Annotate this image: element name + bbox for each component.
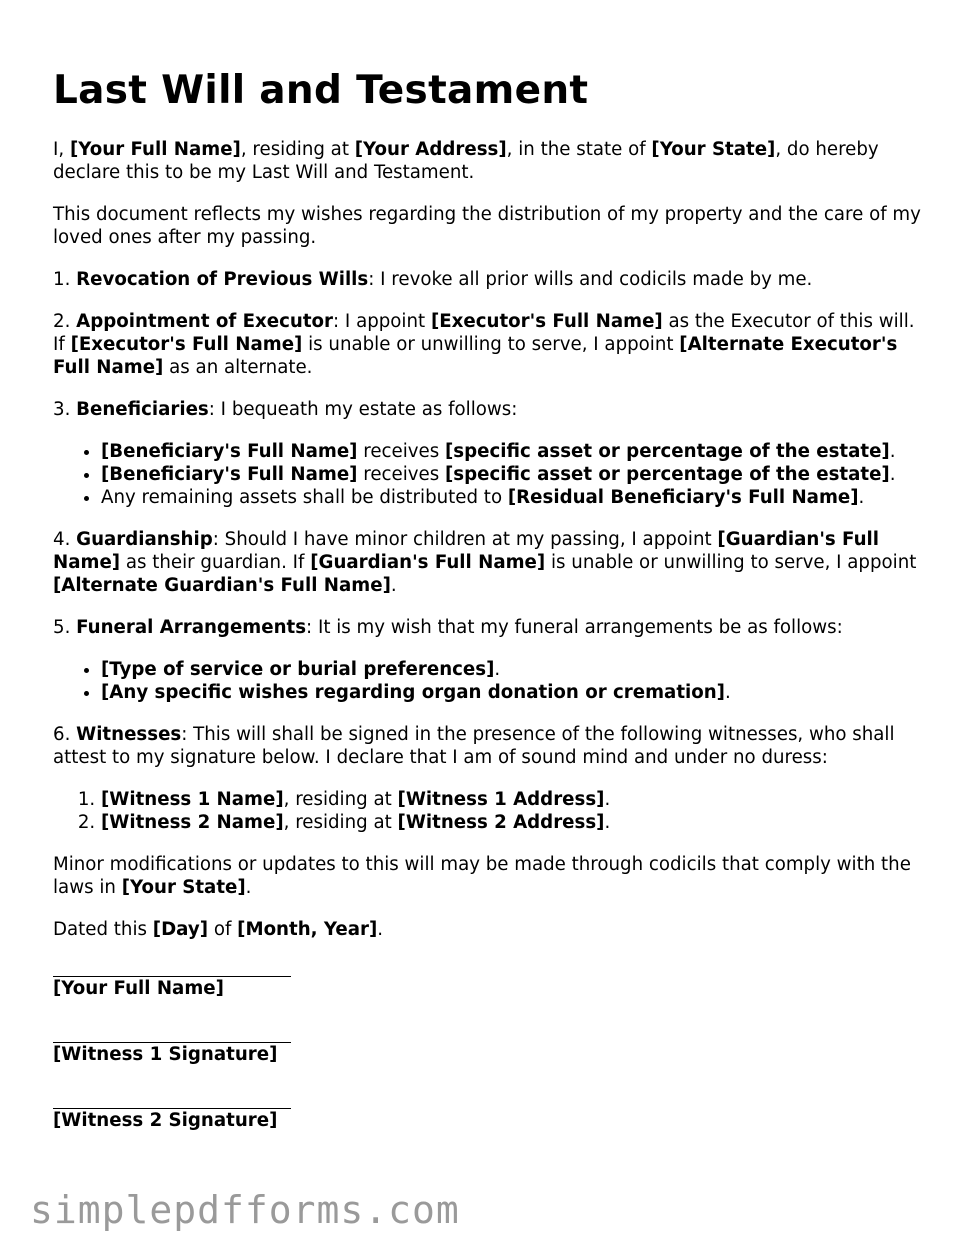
service-preference-field: [Type of service or burial preferences] — [101, 659, 495, 680]
list-item: 1. [Witness 1 Name], residing at [Witness 1 Address]. — [101, 788, 925, 811]
alternate-guardian-field: [Alternate Guardian's Full Name] — [53, 575, 391, 596]
guardian-name-field: [Guardian's Full Name] — [53, 529, 879, 573]
watermark: simplepdfforms.com — [30, 1188, 460, 1232]
document — [53, 66, 925, 1132]
section-executor: 2. Appointment of Executor: I appoint [Executor's Full Name] as the Executor of this will. If [Executor's Full Name] is unable or unwilling to serve, I appoint [Alternate Executor's Full Name] as an alternate. — [53, 311, 915, 378]
signature-label: [Witness 2 Signature] — [53, 1110, 278, 1131]
signature-line[interactable] — [53, 1026, 291, 1043]
signature-section — [53, 960, 925, 1132]
section-heading: Funeral Arrangements — [76, 617, 307, 638]
list-item: • [Any specific wishes regarding organ donation or cremation]. — [101, 681, 925, 704]
funeral-list — [53, 658, 925, 704]
your-address-field: [Your Address] — [354, 139, 507, 160]
section-heading: Witnesses — [76, 724, 182, 745]
section-funeral: 5. Funeral Arrangements: It is my wish that my funeral arrangements be as follows: — [53, 617, 843, 638]
section-guardianship: 4. Guardianship: Should I have minor children at my passing, I appoint [Guardian's Full Name] as their guardian. If [Guardian's Full Name] is unable or unwilling to serve, I appoint [Alternate Guardian's Full Name]. — [53, 529, 917, 596]
list-item: • Any remaining assets shall be distributed to [Residual Beneficiary's Full Name]. — [101, 486, 925, 509]
witness-2-signature-block — [53, 1092, 925, 1132]
asset-field: [specific asset or percentage of the estate] — [445, 441, 890, 462]
section-revocation: 1. Revocation of Previous Wills: I revoke all prior wills and codicils made by me. — [53, 269, 813, 290]
list-item: • [Beneficiary's Full Name] receives [specific asset or percentage of the estate]. — [101, 440, 925, 463]
signature-line[interactable] — [53, 960, 291, 977]
beneficiary-name-field: [Beneficiary's Full Name] — [101, 441, 358, 462]
witness-name-field: [Witness 2 Name] — [101, 812, 284, 833]
section-heading: Beneficiaries — [76, 399, 209, 420]
residual-beneficiary-field: [Residual Beneficiary's Full Name] — [507, 487, 859, 508]
witness-1-signature-block — [53, 1026, 925, 1066]
your-name-field: [Your Full Name] — [69, 139, 241, 160]
section-heading: Guardianship — [76, 529, 213, 550]
section-heading: Appointment of Executor — [76, 311, 334, 332]
organ-donation-field: [Any specific wishes regarding organ donation or cremation] — [101, 682, 725, 703]
dated-line: Dated this [Day] of [Month, Year]. — [53, 919, 384, 940]
witness-name-field: [Witness 1 Name] — [101, 789, 284, 810]
executor-name-field: [Executor's Full Name] — [70, 334, 303, 355]
signature-label: [Witness 1 Signature] — [53, 1044, 278, 1065]
alternate-executor-field: [Alternate Executor's Full Name] — [53, 334, 898, 378]
your-state-field: [Your State] — [121, 877, 246, 898]
testator-signature-block — [53, 960, 925, 1000]
list-item: 2. [Witness 2 Name], residing at [Witness 2 Address]. — [101, 811, 925, 834]
witness-address-field: [Witness 2 Address] — [397, 812, 605, 833]
beneficiary-name-field: [Beneficiary's Full Name] — [101, 464, 358, 485]
list-item: • [Type of service or burial preferences]. — [101, 658, 925, 681]
list-item: • [Beneficiary's Full Name] receives [specific asset or percentage of the estate]. — [101, 463, 925, 486]
your-state-field: [Your State] — [651, 139, 776, 160]
beneficiary-list — [53, 440, 925, 509]
month-year-field: [Month, Year] — [237, 919, 378, 940]
signature-label: [Your Full Name] — [53, 978, 224, 999]
modifications-paragraph: Minor modifications or updates to this will may be made through codicils that comply with the laws in [Your State]. — [53, 854, 911, 898]
executor-name-field: [Executor's Full Name] — [430, 311, 663, 332]
guardian-name-field: [Guardian's Full Name] — [310, 552, 546, 573]
day-field: [Day] — [152, 919, 209, 940]
signature-line[interactable] — [53, 1092, 291, 1109]
section-heading: Revocation of Previous Wills — [76, 269, 369, 290]
intro-paragraph: I, [Your Full Name], residing at [Your Address], in the state of [Your State], do hereby declare this to be my Last Will and Testament. — [53, 139, 879, 183]
purpose-paragraph: This document reflects my wishes regarding the distribution of my property and the care of my loved ones after my passing. — [53, 204, 921, 248]
page-title: Last Will and Testament — [53, 68, 589, 113]
witness-address-field: [Witness 1 Address] — [397, 789, 605, 810]
section-witnesses: 6. Witnesses: This will shall be signed in the presence of the following witnesses, who shall attest to my signature below. I declare that I am of sound mind and under no duress: — [53, 724, 895, 768]
section-beneficiaries: 3. Beneficiaries: I bequeath my estate as follows: — [53, 399, 518, 420]
asset-field: [specific asset or percentage of the estate] — [445, 464, 890, 485]
witness-list — [53, 788, 925, 834]
